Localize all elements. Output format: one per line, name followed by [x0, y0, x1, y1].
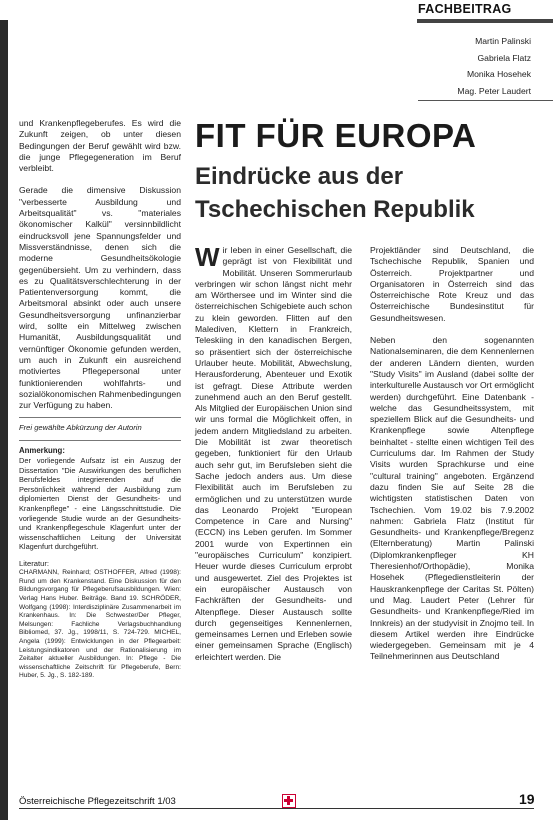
author-name: Gabriela Flatz	[477, 52, 531, 63]
note-text: Der vorliegende Aufsatz ist ein Auszug der Dissertation "Die Auswirkungen des beruflichen Berufsfeldes integrierenden auf die Persönlichkeit während der Ausbildung zum diplomierten Dienst der Gesundheits- und Krankenpflege" - eine Längsschnittstudie. Die vorliegende Studie wurde an der Gesundheits- und Krankenpflegeschule Klagenfurt unter der wissenschaftlichen Leitung der Universität Klagenfurt durchgeführt.	[19, 456, 181, 552]
note-heading: Anmerkung:	[19, 445, 65, 455]
note-divider	[19, 440, 181, 441]
literature-heading: Literatur:	[19, 558, 49, 568]
text-column-middle	[195, 242, 352, 663]
author-divider	[418, 100, 553, 101]
author-name: Mag. Peter Laudert	[457, 85, 531, 96]
page-number: 19	[519, 791, 535, 807]
journal-name: Österreichische Pflegezeitschrift 1/03	[19, 796, 176, 807]
section-rubric: FACHBEITRAG	[418, 2, 512, 16]
paragraph: und Krankenpflegeberufes. Es wird die Zukunft zeigen, ob unter diesen Bedingungen der Beruf gewählt wird bzw. die junge Pflegegeneration im Beruf verbleibt.	[19, 118, 181, 174]
paragraph-text: ir leben in einer Gesellschaft, die geprägt ist von Flexibilität und Mobilität. Unseren Sommerurlaub verbringen wir schon längst nicht mehr am Wörthersee und im Winter sind die österreichischen Schigebiete auch schon zu klein geworden. Flitten auf den Malediven, Klettern in Frankreich, Teleskiing in den kanadischen Bergen, so präsentiert sich der österreichische Urlauber heute. Mobilität, Abwechslung, Herausforderung, Abenteuer und Exotik ist gefragt. Diese Attribute werden zunehmend auch an den Beruf gestellt. Als Mitglied der Europäischen Union sind wir uns formal die Möglichkeit offen, in jedem andern Mitgliedsland zu arbeiten. Die Mobilität ist zwar theoretisch gegeben, funktioniert für den Urlaub auch sehr gut, im Berufsleben sieht die Sache jedoch anders aus. Um diese Flexibilität auch im Berufsleben zu ermöglichen und zu unterstützen wurde das Leonardo Projekt "European Competence in Care and Nursing" (ECCN) ins Leben gerufen. Im Sommer 2001 wurde von Expertinnen ein "europäisches Curriculum" konzipiert. Heuer wurde dieses Curriculum erprobt und ausgewertet. Ziel des Projektes ist ein europäischer Austausch von Fachkräften der Gesundheits- und Altenpflege. Dieser Austausch sollte durch gegenseitiges Kennenlernen, gemeinsames Lernen und Erleben sowie einer gemeinsamen Sprache (Englisch) erleichtert werden. Die	[195, 245, 352, 662]
author-name: Martin Palinski	[475, 36, 531, 46]
text-column-left	[19, 118, 181, 681]
rubric-rule	[417, 19, 553, 23]
paragraph: Projektländer sind Deutschland, die Tschechische Republik, Spanien und Österreich. Projektpartner und Organisatoren in Österreich sind das Österreichische Rote Kreuz und das Österreichische Bundesinstitut für Gesundheitswesen.	[370, 245, 534, 323]
abbreviation-note: Frei gewählte Abkürzung der Autorin	[19, 423, 142, 433]
paragraph: Gerade die dimensive Diskussion "verbesserte Ausbildung und Arbeitsqualität" vs. "materiales ökonomischer Kalkül" versinnbildlicht eindrucksvoll jene Spannungsfelder und Missverständnisse, denen sich die moderne Gesundheitsökologie gegenübersieht. Um zu verhindern, dass es zu Qualitätsverschlechterung in der Patientenversorgung kommt, die Arbeitsmoral absinkt oder auch unsere Gesundheitsversorgung unfinanzierbar wird, sollte ein Mittelweg zwischen Humanität, Ausbildungsqualität und vernünftiger Ökonomie gefunden werden, um auch in Zukunft ein ausreichend motiviertes Pflegepersonal unter funktionierenden wohlfahrts- und sozialökonomischen Rahmenbedingungen zur Verfügung zu haben.	[19, 185, 181, 411]
footnote-divider	[19, 417, 181, 418]
paragraph: Neben den sogenannten Nationalseminaren, die dem Kennenlernen der anderen Ländern dienten, wurden "Study Visits" im Ausland (dabei sollte der interkulturelle Austausch vor Ort ermöglicht werden) durchgeführt. Eine Datenbank - welche das Gesundheitssystem, mit speziellem Blick auf die Gesundheits- und Krankenpflege sowie Altenpflege beinhaltet - stellte einen wichtigen Teil des Curriculums dar. Im Rahmen der Study Visits wurden Sprachkurse und eine "cultural training" angeboten. Ergänzend dazu finden Sie auf Seite 28 die wichtigsten statistischen Daten von Tschechien. Vom 19.02 bis 7.9.2002 nahmen: Gabriela Flatz (Institut für Gesundheits- und Krankenpflege/Bregenz (Elternberatung) Martin Palinski (Diplomkrankenpfleger KH Theresienhof/Orthopädie), Monika Hosehek (Pflegedienstleiterin der Hauskrankenpflege der Caritas St. Pölten) und Mag. Laudert Peter (Lehrer für Gesundheits- und Krankenpflege/Ried im Innkreis) an der studyvisit in Znojmo teil. In diesem Artikel werden ihre Eindrücke wiedergegeben. Gemeinsam mit je 4 Teilnehmerinnen aus Deutschland	[370, 335, 534, 662]
drop-cap: W	[195, 242, 220, 272]
author-name: Monika Hosehek	[466, 69, 531, 79]
cross-logo-icon	[282, 794, 296, 808]
article-subtitle: Eindrücke aus der Tschechischen Republik	[195, 163, 475, 223]
author-list	[331, 33, 531, 99]
left-margin-bar	[0, 20, 8, 820]
literature-list: CHARMANN, Reinhard; OSTHOFFER, Alfred (1998): Rund um den Krankenstand. Eine Diskussion für den Bildungsvorgang für Pflegeberufsausbildungen. Wien: Verlag Hans Huber. Beiträge. Band 19. SCHRÖDER, Wolfgang (1998): Interdisziplinäre Zusammenarbeit im Krankenhaus. In: Die Schwester/Der Pfleger, Melsungen: Fachliche Verlagsbuchhandlung Bibliomed, 37. Jg., 1998/11, S. 724-729. MICHEL, Angela (1999): Entwicklungen in der Pflegearbeit: Leistungsindikatoren und der Rationalisierung im Zeitalter aktueller Ausbildungen. In: Pflege - Die wissenschaftliche Zeitschrift für Pflegeberufe, Bern: Huber, 5. Jg., S. 182-189.	[19, 569, 181, 680]
article-title: FIT FÜR EUROPA	[195, 117, 477, 154]
paragraph	[195, 242, 352, 663]
footer-rule	[19, 808, 534, 809]
text-column-right	[370, 245, 534, 663]
